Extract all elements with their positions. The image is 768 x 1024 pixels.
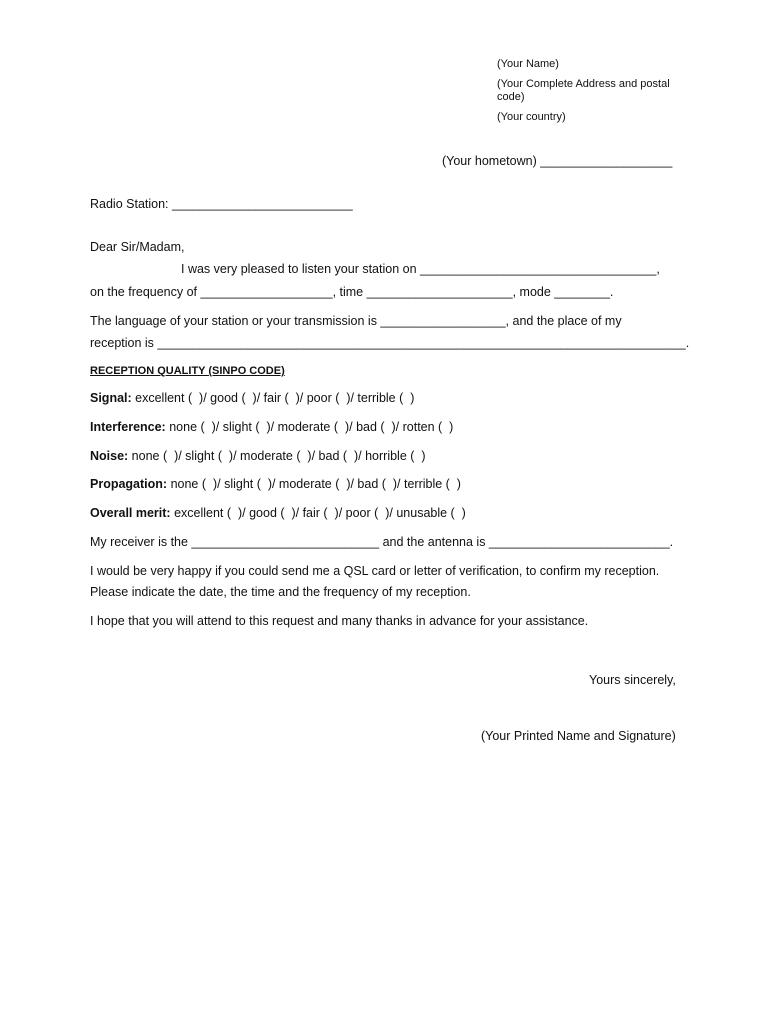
signature-line: (Your Printed Name and Signature) xyxy=(481,729,676,743)
sinpo-overall-label: Overall merit: xyxy=(90,506,171,520)
qsl-line1: I would be very happy if you could send me a QSL card or letter of verification, to confirm my reception. xyxy=(90,564,660,578)
sinpo-noise-label: Noise: xyxy=(90,449,129,463)
salutation: Dear Sir/Madam, xyxy=(90,240,185,254)
para2-line1: The language of your station or your transmission is __________________, and the place of my xyxy=(90,314,622,328)
sender-address-line2: code) xyxy=(497,91,525,103)
para1-line1: I was very pleased to listen your station on __________________________________, xyxy=(181,262,660,276)
sinpo-signal-options: excellent ( )/ good ( )/ fair ( )/ poor ( )/ terrible ( ) xyxy=(131,391,415,405)
hope-line: I hope that you will attend to this request and many thanks in advance for your assistance. xyxy=(90,614,589,628)
para1-line2: on the frequency of ___________________, time _____________________, mode ________. xyxy=(90,285,614,299)
sinpo-propagation-options: none ( )/ slight ( )/ moderate ( )/ bad ( )/ terrible ( ) xyxy=(167,477,461,491)
closing: Yours sincerely, xyxy=(589,673,676,687)
sinpo-interference-row xyxy=(90,420,453,435)
radio-station-line: Radio Station: __________________________ xyxy=(90,197,353,211)
sinpo-heading: RECEPTION QUALITY (SINPO CODE) xyxy=(90,365,285,377)
sinpo-noise-options: none ( )/ slight ( )/ moderate ( )/ bad ( )/ horrible ( ) xyxy=(128,449,426,463)
sinpo-propagation-row xyxy=(90,477,461,492)
sinpo-overall-options: excellent ( )/ good ( )/ fair ( )/ poor ( )/ unusable ( ) xyxy=(170,506,466,520)
sinpo-signal-label: Signal: xyxy=(90,391,132,405)
sinpo-propagation-label: Propagation: xyxy=(90,477,168,491)
receiver-line: My receiver is the ___________________________ and the antenna is __________________________. xyxy=(90,535,674,549)
sender-address-line1: (Your Complete Address and postal xyxy=(497,78,670,90)
sender-name: (Your Name) xyxy=(497,58,559,70)
sinpo-overall-row xyxy=(90,506,466,521)
para2-line2: reception is ____________________________________________________________________________. xyxy=(90,336,690,350)
sinpo-signal-row xyxy=(90,391,414,406)
sinpo-interference-label: Interference: xyxy=(90,420,166,434)
qsl-line2: Please indicate the date, the time and the frequency of my reception. xyxy=(90,585,471,599)
sinpo-interference-options: none ( )/ slight ( )/ moderate ( )/ bad ( )/ rotten ( ) xyxy=(165,420,454,434)
sinpo-noise-row xyxy=(90,449,426,464)
sender-country: (Your country) xyxy=(497,111,566,123)
hometown-line: (Your hometown) ___________________ xyxy=(442,154,673,168)
